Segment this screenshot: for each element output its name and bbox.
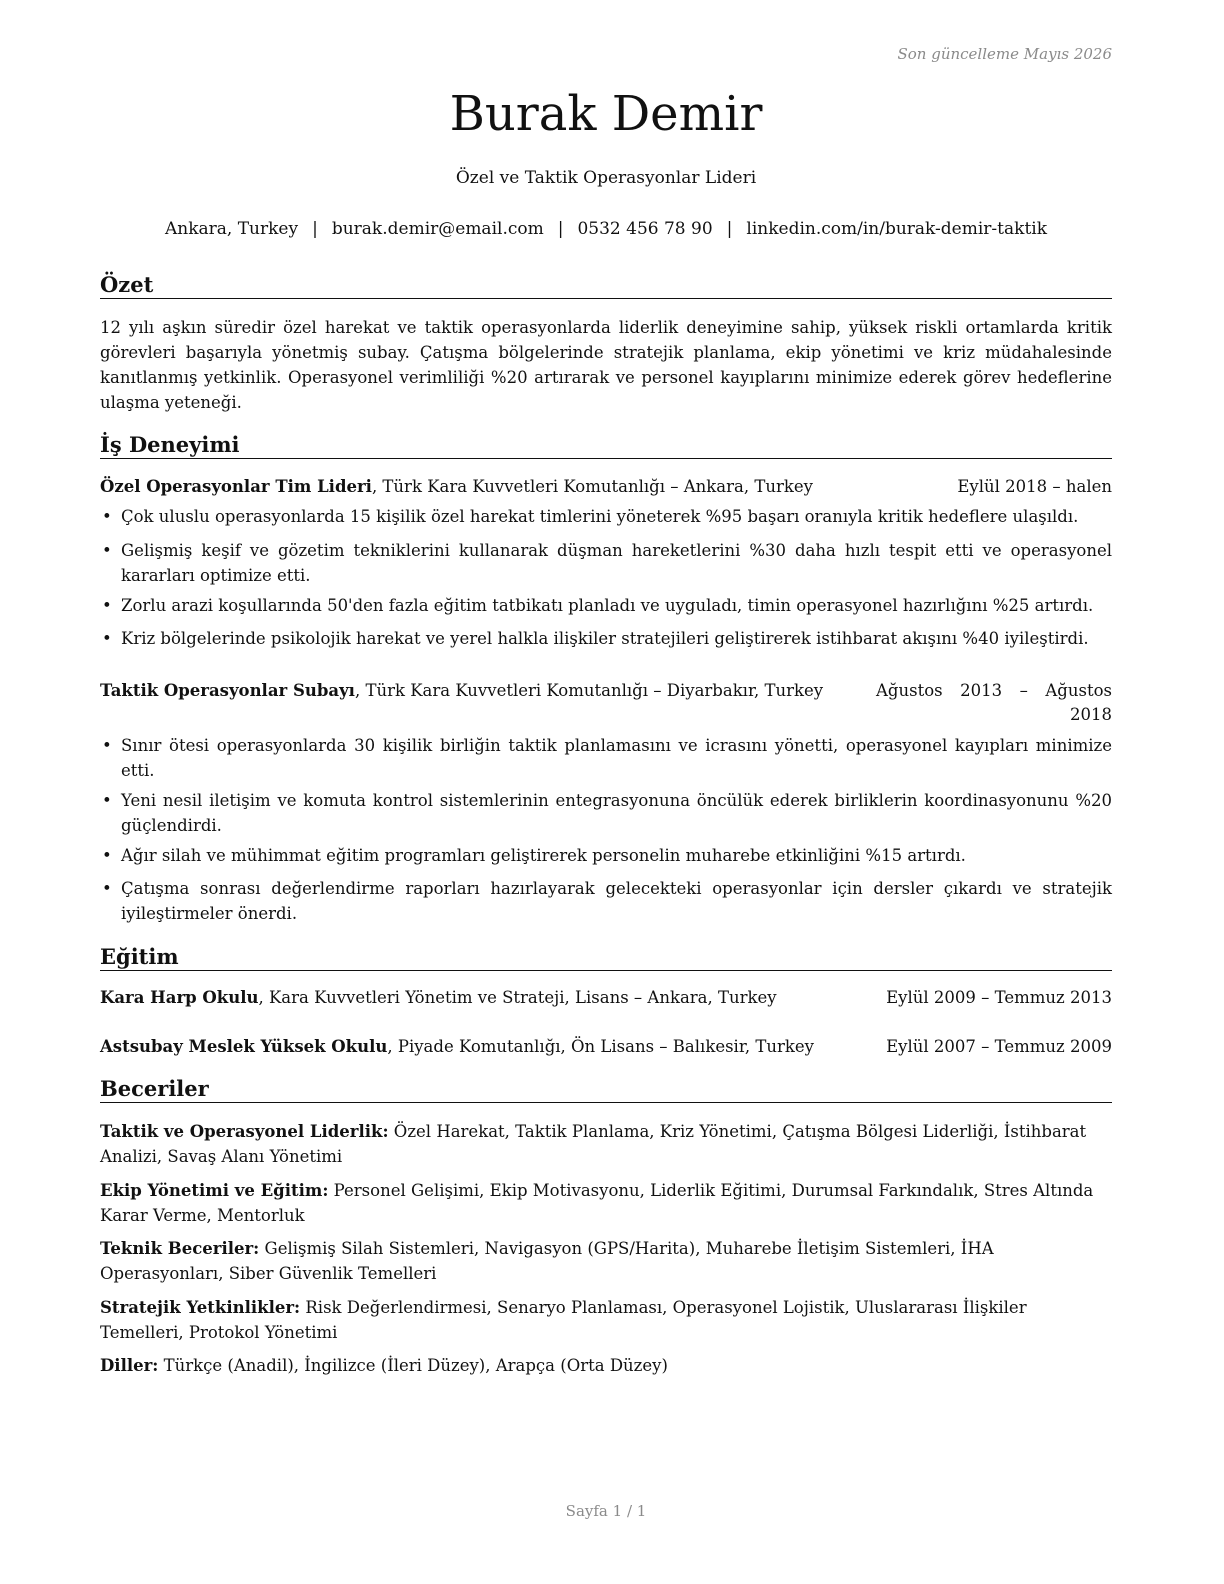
- skill-value: Risk Değerlendirmesi, Senaryo Planlaması, Operasyonel Lojistik, Uluslararası İlişkiler Temelleri, Protokol Yönetimi: [100, 1298, 1027, 1342]
- contact-linkedin[interactable]: linkedin.com/in/burak-demir-taktik: [746, 219, 1048, 239]
- list-item: • Kriz bölgelerinde psikolojik harekat ve yerel halkla ilişkiler stratejileri geliştirerek istihbarat akışını %40 iyileştirdi.: [100, 626, 1112, 651]
- list-item: • Ağır silah ve mühimmat eğitim programları geliştirerek personelin muharebe etkinliğini %15 artırdı.: [100, 843, 1112, 868]
- list-item: • Çok uluslu operasyonlarda 15 kişilik özel harekat timlerini yöneterek %95 başarı oranıyla kritik hedeflere ulaşıldı.: [100, 504, 1112, 529]
- contact-email[interactable]: burak.demir@email.com: [331, 219, 544, 239]
- job-org: , Türk Kara Kuvvetleri Komutanlığı – Diyarbakır, Turkey: [354, 681, 824, 700]
- contact-line: [100, 219, 1112, 239]
- section-title-education: Eğitim: [100, 944, 1112, 971]
- list-item: • Gelişmiş keşif ve gözetim tekniklerini kullanarak düşman hareketlerini %30 daha hızlı tespit etti ve operasyonel kararları optimize etti.: [100, 538, 1112, 588]
- education-dates: Eylül 2009 – Temmuz 2013: [886, 988, 1112, 1007]
- school-detail: , Kara Kuvvetleri Yönetim ve Strateji, Lisans – Ankara, Turkey: [258, 988, 777, 1007]
- list-item: • Çatışma sonrası değerlendirme raporları hazırlayarak gelecekteki operasyonlar için dersler çıkardı ve stratejik iyileştirmeler önerdi.: [100, 876, 1112, 926]
- summary-text: 12 yılı aşkın süredir özel harekat ve taktik operasyonlarda liderlik deneyimine sahip, yüksek riskli ortamlarda kritik görevleri başarıyla yönetmiş subay. Çatışma bölgelerinde stratejik planlama, ekip yönetimi ve kriz müdahalesinde kanıtlanmış yetkinlik. Operasyonel verimliliği %20 artırarak ve personel kayıplarını minimize ederek görev hedeflerine ulaşma yeteneği.: [100, 318, 1112, 412]
- skill-value: Türkçe (Anadil), İngilizce (İleri Düzey), Arapça (Orta Düzey): [158, 1356, 668, 1375]
- list-item: • Zorlu arazi koşullarında 50'den fazla eğitim tatbikatı planladı ve uyguladı, timin operasyonel hazırlığını %25 artırdı.: [100, 593, 1112, 618]
- skill-row: [100, 1236, 1112, 1286]
- section-title-skills: Beceriler: [100, 1076, 1112, 1103]
- education-item: [100, 1035, 1112, 1059]
- contact-separator: |: [726, 219, 733, 239]
- skill-label: Diller:: [100, 1356, 159, 1375]
- page-number: Sayfa 1 / 1: [565, 1502, 647, 1520]
- skill-row: [100, 1119, 1112, 1169]
- skill-label: Ekip Yönetimi ve Eğitim:: [100, 1181, 329, 1200]
- skill-row: [100, 1295, 1112, 1345]
- contact-separator: |: [557, 219, 564, 239]
- job-position: Taktik Operasyonlar Subayı: [100, 681, 355, 700]
- section-title-experience: İş Deneyimi: [100, 432, 1112, 459]
- skill-label: Stratejik Yetkinlikler:: [100, 1298, 301, 1317]
- skill-value: Özel Harekat, Taktik Planlama, Kriz Yönetimi, Çatışma Bölgesi Liderliği, İstihbarat Analizi, Savaş Alanı Yönetimi: [100, 1122, 1087, 1166]
- school-detail: , Piyade Komutanlığı, Ön Lisans – Balıkesir, Turkey: [387, 1037, 814, 1056]
- list-item: • Sınır ötesi operasyonlarda 30 kişilik birliğin taktik planlamasını ve icrasını yönetti, operasyonel kayıpları minimize etti.: [100, 733, 1112, 783]
- section-title-summary: Özet: [100, 272, 1112, 299]
- skill-label: Taktik ve Operasyonel Liderlik:: [100, 1122, 389, 1141]
- education-item: [100, 986, 1112, 1010]
- job-header: [100, 475, 1112, 499]
- candidate-role: Özel ve Taktik Operasyonlar Lideri: [455, 168, 757, 188]
- skill-value: Personel Gelişimi, Ekip Motivasyonu, Liderlik Eğitimi, Durumsal Farkındalık, Stres Altında Karar Verme, Mentorluk: [100, 1181, 1094, 1225]
- last-updated: Son güncelleme Mayıs 2026: [897, 45, 1112, 63]
- education-dates: Eylül 2007 – Temmuz 2009: [886, 1037, 1112, 1056]
- skill-row: [100, 1178, 1112, 1228]
- school-name: Astsubay Meslek Yüksek Okulu: [100, 1037, 388, 1056]
- contact-location: Ankara, Turkey: [164, 219, 299, 239]
- job-dates: Ağustos 2013 – Ağustos 2018: [876, 681, 1112, 724]
- school-name: Kara Harp Okulu: [100, 988, 259, 1007]
- skill-value: Gelişmiş Silah Sistemleri, Navigasyon (GPS/Harita), Muharebe İletişim Sistemleri, İHA Operasyonları, Siber Güvenlik Temelleri: [100, 1239, 994, 1283]
- job-position: Özel Operasyonlar Tim Lideri: [100, 477, 372, 496]
- skill-row: [100, 1353, 1112, 1378]
- contact-separator: |: [312, 219, 318, 239]
- list-item: • Yeni nesil iletişim ve komuta kontrol sistemlerinin entegrasyonuna öncülük ederek birliklerin koordinasyonunu %20 güçlendirdi.: [100, 788, 1112, 838]
- contact-phone: 0532 456 78 90: [577, 219, 713, 239]
- job-header: [100, 679, 1112, 727]
- skill-label: Teknik Beceriler:: [100, 1239, 260, 1258]
- job-dates: Eylül 2018 – halen: [957, 477, 1112, 496]
- job-org: , Türk Kara Kuvvetleri Komutanlığı – Ankara, Turkey: [371, 477, 813, 496]
- candidate-name: Burak Demir: [449, 86, 763, 142]
